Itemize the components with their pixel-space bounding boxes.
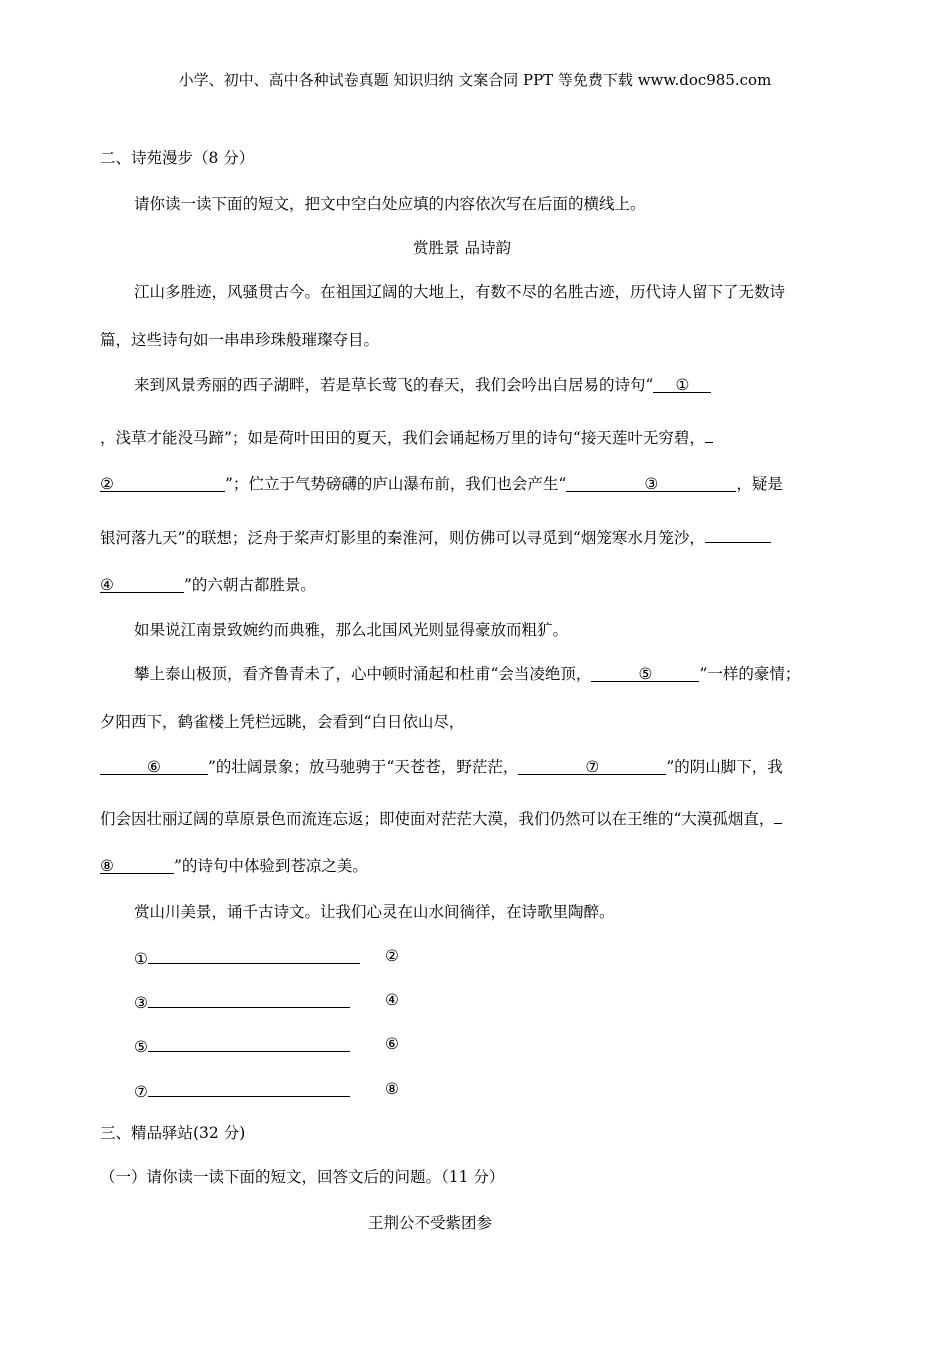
paragraph-4-line-2: 夕阳西下，鹤雀楼上凭栏远眺，会看到“白日依山尽， bbox=[100, 713, 465, 731]
answer-line-7[interactable] bbox=[148, 1079, 350, 1097]
answer-row-1: ① bbox=[134, 946, 360, 969]
blank-4: ④ bbox=[100, 575, 184, 593]
answer-line-5[interactable] bbox=[148, 1034, 350, 1052]
blank-3: ③ bbox=[566, 474, 736, 492]
paragraph-2-line-1: 来到风景秀丽的西子湖畔，若是草长莺飞的春天，我们会吟出白居易的诗句“ ① bbox=[134, 375, 711, 395]
blank-5: ⑤ bbox=[591, 664, 699, 682]
answer-line-3[interactable] bbox=[148, 990, 350, 1008]
blank-8: ⑧ bbox=[100, 856, 174, 874]
blank-2-start bbox=[705, 425, 713, 443]
paragraph-3: 如果说江南景致婉约而典雅，那么北国风光则显得豪放而粗犷。 bbox=[134, 621, 569, 639]
blank-7: ⑦ bbox=[518, 757, 666, 775]
answer-label-4: ④ bbox=[385, 991, 399, 1009]
paragraph-2-line-5: ④ ”的六朝古都胜景。 bbox=[100, 576, 316, 594]
instruction: 请你读一读下面的短文，把文中空白处应填的内容依次写在后面的横线上。 bbox=[134, 195, 646, 213]
section-heading-3: 三、精品驿站(32 分) bbox=[100, 1124, 246, 1142]
blank-4-start bbox=[705, 525, 771, 543]
blank-1: ① bbox=[653, 375, 711, 393]
subsection-heading: （一）请你读一读下面的短文，回答文后的问题。（11 分） bbox=[100, 1168, 505, 1186]
page-header: 小学、初中、高中各种试卷真题 知识归纳 文案合同 PPT 等免费下载 www.doc985.com bbox=[178, 71, 772, 89]
paragraph-1-line-2: 篇，这些诗句如一串串珍珠般璀璨夺目。 bbox=[100, 331, 380, 349]
answer-label-6: ⑥ bbox=[385, 1035, 399, 1053]
paragraph-4-line-3: ⑥ ”的壮阔景象；放马驰骋于“天苍苍，野茫茫， ⑦ ”的阴山脚下，我 bbox=[100, 757, 783, 777]
paragraph-2-line-2: ，浅草才能没马蹄”；如是荷叶田田的夏天，我们会诵起杨万里的诗句“接天莲叶无穷碧， bbox=[100, 425, 713, 448]
answer-row-5: ⑤ bbox=[134, 1034, 350, 1057]
answer-label-2: ② bbox=[385, 947, 399, 965]
section-heading-2: 二、诗苑漫步（8 分） bbox=[100, 149, 255, 167]
answer-row-3: ③ bbox=[134, 990, 350, 1013]
paragraph-4-line-4: 们会因壮丽辽阔的草原景色而流连忘返；即使面对茫茫大漠，我们仍然可以在王维的“大漠孤烟直， bbox=[100, 806, 782, 829]
paragraph-2-line-4: 银河落九天”的联想；泛舟于桨声灯影里的秦淮河，则仿佛可以寻觅到“烟笼寒水月笼沙， bbox=[100, 525, 771, 548]
paragraph-2-line-3: ② ”；伫立于气势磅礴的庐山瀑布前，我们也会产生“ ③ ，疑是 bbox=[100, 475, 783, 493]
paragraph-4-line-1: 攀上泰山极顶，看齐鲁青未了，心中顿时涌起和杜甫“会当凌绝顶， ⑤ ”一样的豪情； bbox=[134, 665, 801, 683]
answer-label-8: ⑧ bbox=[385, 1080, 399, 1098]
paragraph-1-line-1: 江山多胜迹，风骚贯古今。在祖国辽阔的大地上，有数不尽的名胜古迹，历代诗人留下了无数诗 bbox=[134, 283, 786, 301]
paragraph-5: 赏山川美景，诵千古诗文。让我们心灵在山水间徜徉，在诗歌里陶醉。 bbox=[134, 903, 615, 921]
article-title: 王荆公不受紫团参 bbox=[367, 1214, 492, 1232]
answer-row-7: ⑦ bbox=[134, 1079, 350, 1102]
blank-8-start bbox=[774, 806, 782, 824]
paragraph-4-line-5: ⑧ ”的诗句中体验到苍凉之美。 bbox=[100, 857, 368, 875]
answer-line-1[interactable] bbox=[148, 946, 360, 964]
blank-2: ② bbox=[100, 474, 225, 492]
passage-title: 赏胜景 品诗韵 bbox=[413, 239, 511, 257]
blank-6: ⑥ bbox=[100, 757, 208, 775]
